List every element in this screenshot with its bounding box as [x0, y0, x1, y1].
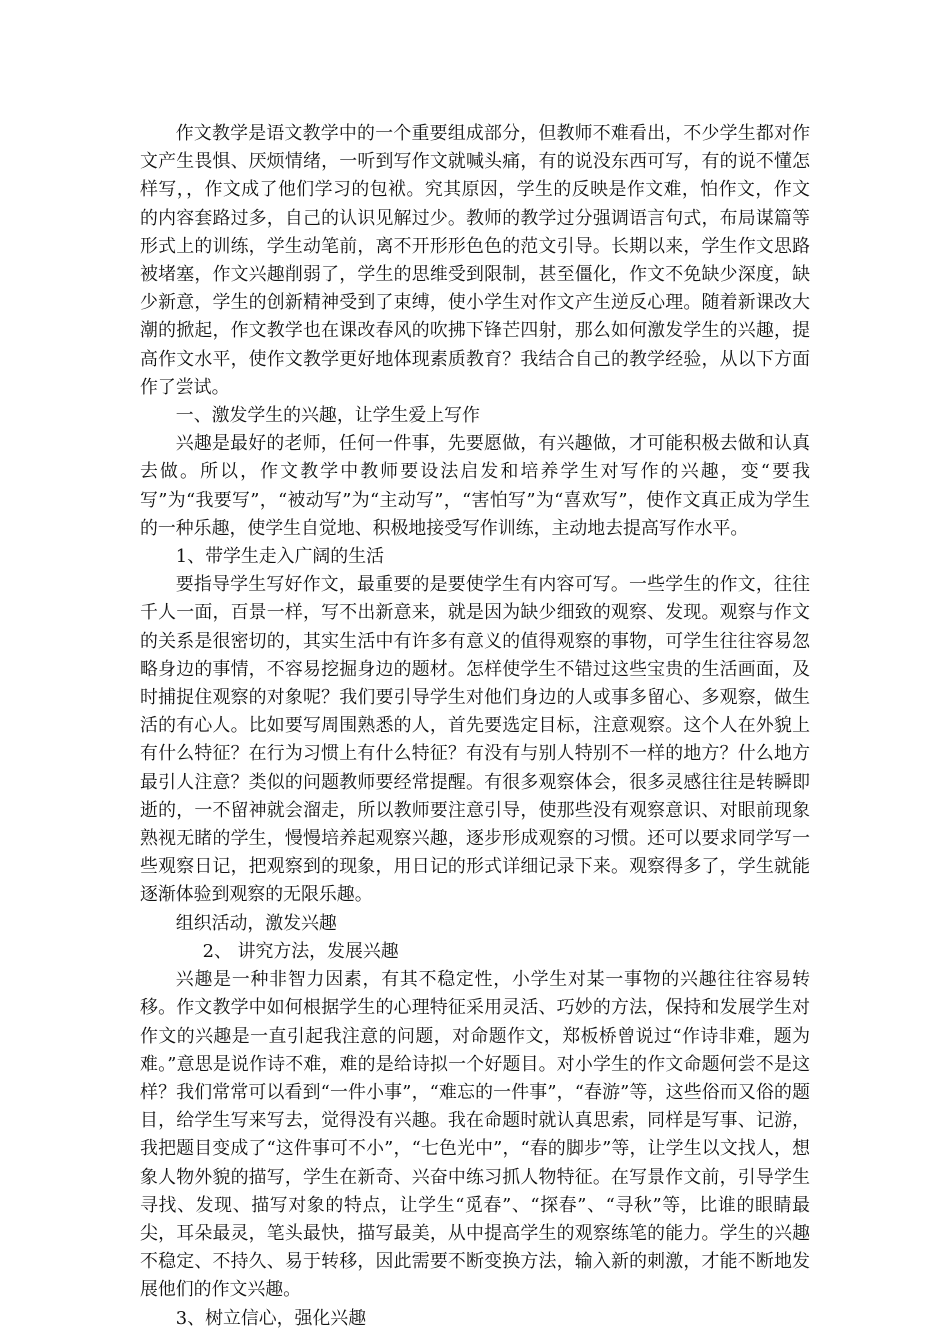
subsection-heading-2: 2、 讲究方法，发展兴趣 [202, 940, 399, 962]
document-page [140, 120, 810, 1333]
activity-heading: 组织活动，激发兴趣 [175, 912, 337, 934]
subsection-heading-3: 3、树立信心，强化兴趣 [175, 1307, 367, 1329]
section-1-paragraph: 兴趣是最好的老师，任何一件事，先要愿做，有兴趣做，才可能积极去做和认真去做。所以，作文教学中教师要设法启发和培养学生对写作的兴趣，变“要我写”为“我要写”，“被动写”为“主动写”，“害怕写”为“喜欢写”，使作文真正成为学生的一种乐趣，使学生自觉地、积极地接受写作训练，主动地去提高写作水平。 [140, 433, 810, 539]
section-heading-1: 一、激发学生的兴趣，让学生爱上写作 [175, 405, 480, 427]
subsection-heading-1: 1、带学生走入广阔的生活 [175, 546, 384, 568]
subsection-2-paragraph: 兴趣是一种非智力因素，有其不稳定性，小学生对某一事物的兴趣往往容易转移。作文教学中如何根据学生的心理特征采用灵活、巧妙的方法，保持和发展学生对作文的兴趣是一直引起我注意的问题，对命题作文，郑板桥曾说过“作诗非难，题为难。”意思是说作诗不难，难的是给诗拟一个好题目。对小学生的作文命题何尝不是这样？我们常常可以看到“一件小事”，“难忘的一件事”，“春游”等，这些俗而又俗的题目，给学生写来写去，觉得没有兴趣。我在命题时就认真思索，同样是写事、记游，我把题目变成了“这件事可不小”，“七色光中”，“春的脚步”等，让学生以文找人，想象人物外貌的描写，学生在新奇、兴奋中练习抓人物特征。在写景作文前，引导学生寻找、发现、描写对象的特点，让学生“觅春”、“探春”、“寻秋”等，比谁的眼睛最尖，耳朵最灵，笔头最快，描写最美，从中提高学生的观察练笔的能力。学生的兴趣不稳定、不持久、易于转移，因此需要不断变换方法，输入新的刺激，才能不断地发展他们的作文兴趣。 [140, 969, 810, 1301]
intro-paragraph: 作文教学是语文教学中的一个重要组成部分，但教师不难看出，不少学生都对作文产生畏惧、厌烦情绪，一听到写作文就喊头痛，有的说没东西可写，有的说不懂怎样写，，作文成了他们学习的包袱。究其原因，学生的反映是作文难，怕作文，作文的内容套路过多，自己的认识见解过少。教师的教学过分强调语言句式，布局谋篇等形式上的训练，学生动笔前，离不开形形色色的范文引导。长期以来，学生作文思路被堵塞，作文兴趣削弱了，学生的思维受到限制，甚至僵化，作文不免缺少深度，缺少新意，学生的创新精神受到了束缚，使小学生对作文产生逆反心理。随着新课改大潮的掀起，作文教学也在课改春风的吹拂下锋芒四射，那么如何激发学生的兴趣，提高作文水平，使作文教学更好地体现素质教育？我结合自己的教学经验，从以下方面作了尝试。 [140, 123, 810, 398]
subsection-1-paragraph: 要指导学生写好作文，最重要的是要使学生有内容可写。一些学生的作文，往往千人一面，百景一样，写不出新意来，就是因为缺少细致的观察、发现。观察与作文的关系是很密切的，其实生活中有许多有意义的值得观察的事物，可学生往往容易忽略身边的事情，不容易挖掘身边的题材。怎样使学生不错过这些宝贵的生活画面，及时捕捉住观察的对象呢？我们要引导学生对他们身边的人或事多留心、多观察，做生活的有心人。比如要写周围熟悉的人，首先要选定目标，注意观察。这个人在外貌上有什么特征？在行为习惯上有什么特征？有没有与别人特别不一样的地方？什么地方最引人注意？类似的问题教师要经常提醒。有很多观察体会，很多灵感往往是转瞬即逝的，一不留神就会溜走，所以教师要注意引导，使那些没有观察意识、对眼前现象熟视无睹的学生，慢慢培养起观察兴趣，逐步形成观察的习惯。还可以要求同学写一些观察日记，把观察到的现象，用日记的形式详细记录下来。观察得多了，学生就能逐渐体验到观察的无限乐趣。 [140, 574, 810, 906]
